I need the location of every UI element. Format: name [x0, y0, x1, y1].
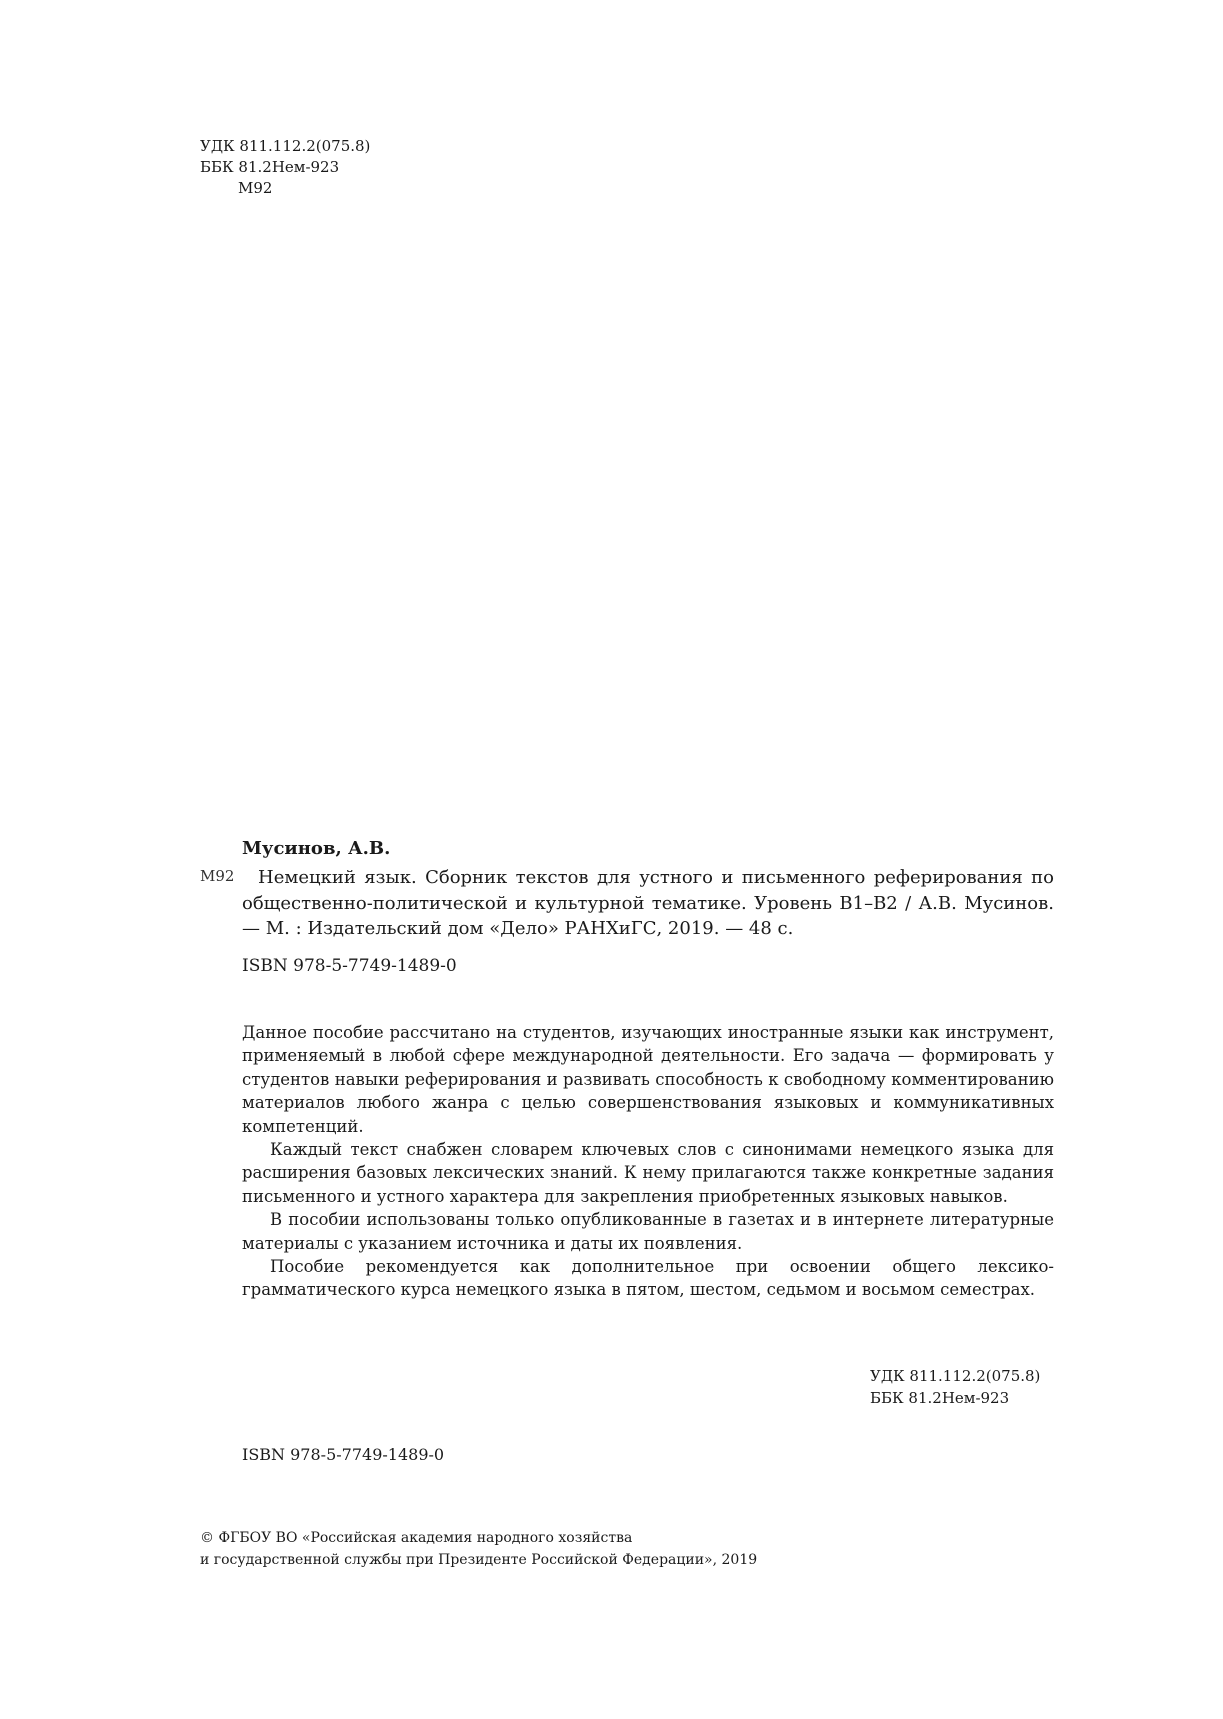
- annotation-paragraph: Каждый текст снабжен словарем ключевых слов с синонимами немецкого языка для расширения базовых лексических знаний. К нему прилагаются также конкретные задания письменного и устного характера для закрепления приобретенных языковых навыков.: [242, 1140, 1054, 1206]
- bbk-code: ББК 81.2Нем-923: [200, 158, 340, 176]
- copyright-line: и государственной службы при Президенте Российской Федерации», 2019: [200, 1552, 758, 1568]
- annotation-paragraph: В пособии использованы только опубликованные в газетах и в интернете литературные материалы с указанием источника и даты их появления.: [242, 1210, 1054, 1253]
- annotation-paragraph: Пособие рекомендуется как дополнительное при освоении общего лексико-грамматического курса немецкого языка в пятом, шестом, седьмом и восьмом семестрах.: [242, 1257, 1054, 1300]
- copyright-line: © ФГБОУ ВО «Российская академия народного хозяйства: [200, 1530, 633, 1546]
- isbn: ISBN 978-5-7749-1489-0: [242, 956, 457, 976]
- bibliographic-description: Немецкий язык. Сборник текстов для устного и письменного реферирования по общественно-политической и культурной тематике. Уровень В1–В2 / А.В. Мусинов. — М. : Издательский дом «Дело» РАНХиГС, 2019. — 48 с.: [242, 867, 1054, 939]
- copyright-notice: [200, 1527, 757, 1571]
- author-sign-side: М92: [200, 867, 235, 885]
- annotation-paragraph: Данное пособие рассчитано на студентов, изучающих иностранные языки как инструмент, применяемый в любой сфере международной деятельности. Его задача — формировать у студентов навыки реферирования и развивать способность к свободному комментированию материалов любого жанра с целью совершенствования языковых и коммуникативных компетенций.: [242, 1023, 1054, 1136]
- classification-codes: [200, 136, 370, 199]
- udk-code: УДК 811.112.2(075.8): [870, 1367, 1041, 1385]
- author-name: Мусинов, А.В.: [242, 838, 391, 859]
- isbn-footer: ISBN 978-5-7749-1489-0: [242, 1445, 445, 1464]
- bbk-code: ББК 81.2Нем-923: [870, 1389, 1010, 1407]
- author-sign: М92: [238, 179, 273, 197]
- classification-codes-bottom: [870, 1365, 1040, 1409]
- annotation: [242, 1021, 1054, 1302]
- udk-code: УДК 811.112.2(075.8): [200, 137, 371, 155]
